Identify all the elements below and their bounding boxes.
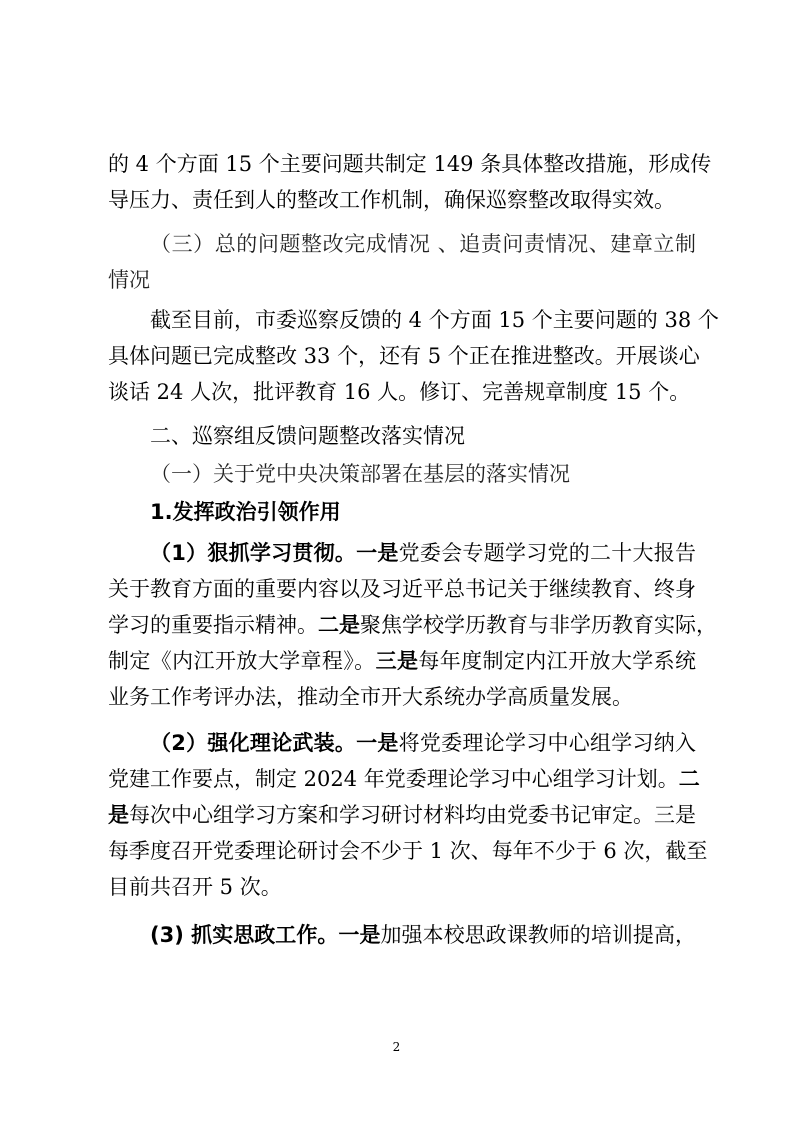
bold-lead: 二 (678, 767, 700, 791)
paragraph-line (150, 725, 696, 761)
paragraph-line: 谈话 24 人次，批评教育 16 人。修订、完善规章制度 15 个。 (108, 380, 691, 404)
bold-lead: (3) 抓实思政工作。一是 (150, 923, 381, 947)
paragraph-text: 每年度制定内江开放大学系统 (418, 649, 697, 673)
bold-lead: （2）强化理论武装。一是 (150, 731, 399, 755)
chapter-heading: 二、巡察组反馈问题整改落实情况 (150, 424, 465, 448)
paragraph-line (108, 797, 696, 833)
section-heading: （三）总的问题整改完成情况 、追责问责情况、建章立制 (150, 232, 696, 256)
paragraph-text: 学习的重要指示精神。 (108, 613, 318, 637)
paragraph-line: 每季度召开党委理论研讨会不少于 1 次、每年不少于 6 次，截至 (108, 839, 708, 863)
paragraph-text: 将党委理论学习中心组学习纳入 (398, 731, 696, 755)
paragraph-line: 导压力、责任到人的整改工作机制，确保巡察整改取得实效。 (108, 188, 675, 212)
paragraph-line (150, 917, 696, 953)
paragraph-text: 每次中心组学习方案和学习研讨材料均由党委书记审定。三是 (129, 803, 696, 827)
bold-lead: 二是 (318, 613, 360, 637)
paragraph-text: 党委会专题学习党的二十大报告 (398, 541, 696, 565)
section-heading-continued: 情况 (108, 268, 150, 292)
paragraph-text: 党建工作要点，制定 2024 年党委理论学习中心组学习计划。 (108, 767, 679, 791)
paragraph-text: 加强本校思政课教师的培训提高， (380, 923, 696, 947)
paragraph-text: 聚焦学校学历教育与非学历教育实际， (360, 613, 717, 637)
paragraph-line (150, 535, 696, 571)
paragraph-line: 具体问题已完成整改 33 个，还有 5 个正在推进整改。开展谈心 (108, 344, 700, 368)
paragraph-line: 截至目前，市委巡察反馈的 4 个方面 15 个主要问题的 38 个 (150, 308, 719, 332)
paragraph-line: 关于教育方面的重要内容以及习近平总书记关于继续教育、终身 (108, 577, 696, 601)
page-number: 2 (392, 1040, 401, 1054)
subsection-heading (150, 494, 696, 530)
subsection-heading-text: 1.发挥政治引领作用 (150, 500, 341, 524)
bold-lead: （1）狠抓学习贯彻。一是 (150, 541, 399, 565)
paragraph-line (108, 607, 717, 643)
paragraph-line: 业务工作考评办法，推动全市开大系统办学高质量发展。 (108, 685, 633, 709)
paragraph-line: 目前共召开 5 次。 (108, 875, 282, 899)
section-heading: （一）关于党中央决策部署在基层的落实情况 (150, 462, 570, 486)
paragraph-line (108, 643, 696, 679)
paragraph-line (108, 761, 700, 797)
paragraph-line: 的 4 个方面 15 个主要问题共制定 149 条具体整改措施，形成传 (108, 152, 712, 176)
bold-lead: 三是 (375, 649, 419, 673)
bold-lead: 是 (108, 803, 129, 827)
paragraph-text: 制定《内江开放大学章程》。 (108, 649, 376, 673)
